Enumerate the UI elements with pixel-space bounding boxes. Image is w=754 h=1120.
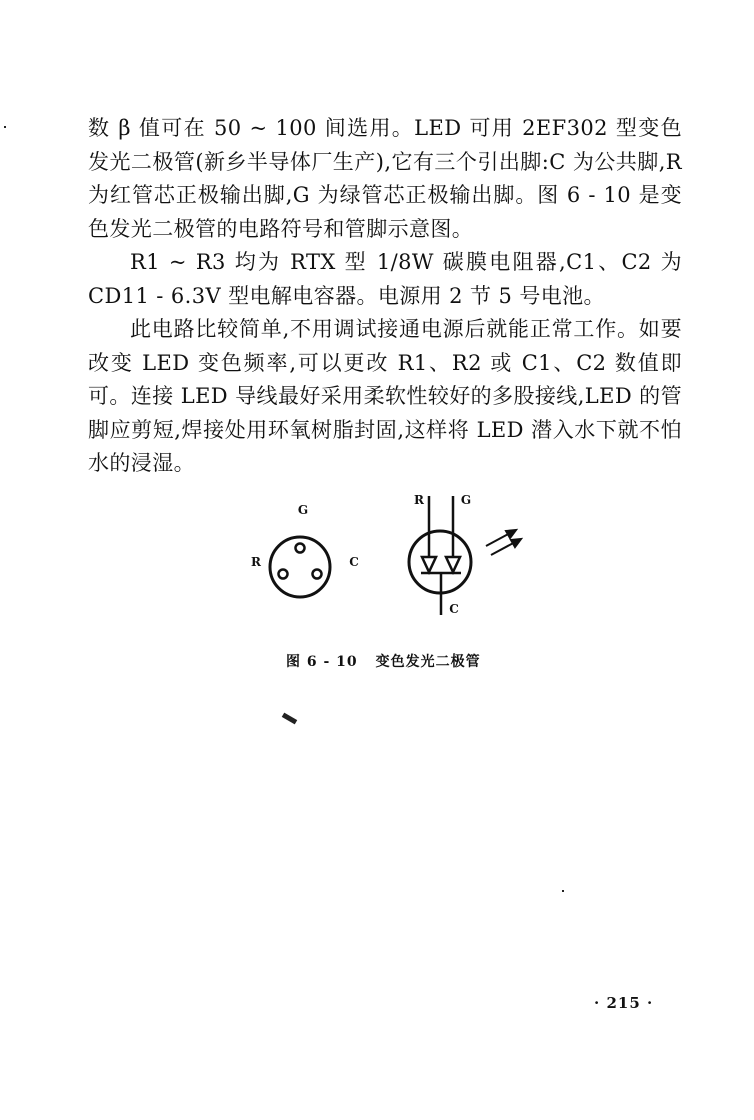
pinout-body [270,537,330,597]
pinout-diagram [251,503,359,597]
pin-c [313,570,322,579]
page-number: · 215 · [594,994,654,1012]
figure-caption [286,651,481,671]
ink-dot [4,126,6,128]
caption-text: 变色发光二极管 [375,654,481,670]
paragraph-1: 数 β 值可在 50 ~ 100 间选用。LED 可用 2EF302 型变色发光二极管(新乡半导体厂生产),它有三个引出脚:C 为公共脚,R 为红管芯正极输出脚,G 为绿管芯正极输出脚。图 6 - 10 是变色发光二极管的电路符号和管脚示意图。 [88,116,683,241]
pinout-label-c: C [349,555,359,569]
pin-g [296,544,305,553]
ink-mark [282,713,297,725]
led-symbol [409,493,521,616]
paragraph-2: R1 ~ R3 均为 RTX 型 1/8W 碳膜电阻器,C1、C2 为 CD11 - 6.3V 型电解电容器。电源用 2 节 5 号电池。 [88,250,682,308]
paragraph-3: 此电路比较简单,不用调试接通电源后就能正常工作。如要改变 LED 变色频率,可以更改 R1、R2 或 C1、C2 数值即可。连接 LED 导线最好采用柔软性较好的多股接线,LED 的管脚应剪短,焊接处用环氧树脂封固,这样将 LED 潜入水下就不怕水的浸湿。 [88,317,682,475]
ink-dot-2 [562,890,564,892]
symbol-label-r: R [414,493,424,507]
pin-r [279,570,288,579]
light-arrows-icon [486,530,521,555]
body-text [88,112,682,481]
pinout-label-g: G [297,503,309,517]
symbol-label-g: G [460,493,472,507]
symbol-label-c: C [449,602,459,616]
caption-number: 图 6 - 10 [286,654,358,670]
diode-g [446,557,460,572]
led-figure [240,488,540,628]
pinout-label-r: R [251,555,261,569]
led-diagram [240,488,540,628]
diode-r [422,557,436,572]
